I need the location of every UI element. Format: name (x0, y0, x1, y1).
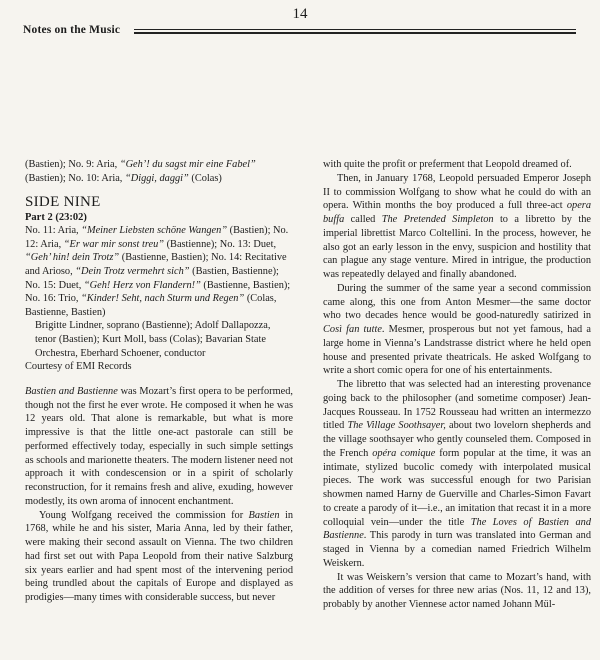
left-column (25, 158, 293, 605)
track-list-continuation: (Bastien); No. 9: Aria, “Geh’! du sagst mir eine Fabel” (Bastien); No. 10: Aria, “Diggi, daggi” (Colas) (25, 159, 256, 184)
body-paragraph: It was Weiskern’s version that came to Mozart’s hand, with the addition of verses for three new arias (Nos. 11, 12 and 13), probably by another Viennese actor named Johann Mül- (323, 571, 591, 610)
side-heading: SIDE NINE (25, 193, 101, 210)
body-paragraph: with quite the profit or preferment that Leopold dreamed of. (323, 159, 572, 170)
body-paragraph: The libretto that was selected had an interesting provenance going back to the philosopher (and sometime composer) Jean-Jacques Rousseau. In 1752 Rousseau had written an intermezzo titled The Village Soothsayer, about two lovelorn shepherds and the village soothsayer who gently counseled them. Composed in the French opéra comique form popular at the time, it was an intimate, stylized bucolic comedy with interpolated musical pieces. The work was successful enough for two Parisian showmen named Harny de Guerville and Charles-Simon Favart to create a parody of it—i.e., an imitation that recast it in a more colloquial vein—under the title The Loves of Bastien and Bastienne. This parody in turn was translated into German and staged in Vienna by a comedian named Friedrich Wilhelm Weiskern. (323, 379, 591, 569)
running-header-title: Notes on the Music (23, 24, 121, 36)
performers-credit: Brigitte Lindner, soprano (Bastienne); Adolf Dallapozza, tenor (Bastien); Kurt Moll, bass (Colas); Bavarian State Orchestra, Eberhard Schoener, conductor (35, 320, 271, 359)
body-paragraph: Young Wolfgang received the commission for Bastien in 1768, while he and his sister, Maria Anna, led by their father, were making their second assault on Vienna. The two children had first set out with Papa Leopold from their native Salzburg six years earlier and had spent most of the intervening period being trundled about the capitals of Europe and displayed as prodigies—many times with considerable success, but never (25, 509, 293, 604)
part-heading: Part 2 (23:02) (25, 211, 87, 223)
page-number: 14 (292, 6, 308, 22)
track-list: No. 11: Aria, “Meiner Liebsten schöne Wangen” (Bastien); No. 12: Aria, “Er war mir sonst treu” (Bastienne); No. 13: Duet, “Geh’ hin! dein Trotz” (Bastienne, Bastien); No. 14: Recitative and Arioso, “Dein Trotz vermehrt sich” (Bastien, Bastienne); No. 15: Duet, “Geh! Herz von Flandern!” (Bastienne, Bastien); No. 16: Trio, “Kinder! Seht, nach Sturm und Regen” (Colas, Bastienne, Bastien) (25, 225, 291, 318)
body-paragraph: Then, in January 1768, Leopold persuaded Emperor Joseph II to commission Wolfgang to show what he could do with an opera. Within months the boy produced a full three-act opera buffa called The Pretended Simpleton to a libretto by the imperial librettist Marco Coltellini. In the process, however, he also got an early lesson in the envy, suspicion and hostility that can plague any stage venture. Mired in intrigue, the production was repeatedly delayed and finally abandoned. (323, 172, 591, 280)
body-paragraph: During the summer of the same year a second commission came along, this one from Anton Mesmer—the same doctor who two decades hence would be good-naturedly satirized in Così fan tutte. Mesmer, prosperous but not yet famous, had a large home in Vienna’s Landstrasse district where he held open house and presented private theatricals. He asked Wolfgang to write a short comic opera for one of his entertainments. (323, 282, 591, 377)
right-column (323, 158, 591, 612)
courtesy-credit: Courtesy of EMI Records (25, 361, 132, 373)
header-rule (134, 29, 576, 34)
body-paragraph: Bastien and Bastienne was Mozart’s first opera to be performed, though not the first he ever wrote. He composed it when he was 12 years old. That alone is remarkable, but what is more impressive is that the little one-act pastorale can still be performed effectively today, especially in such simple settings as schools and marionette theaters. The modern listener need not approach it with condescension or in a spirit of scholarly reconstruction, for it remains fresh and alive, exuding, however modestly, its own aroma of innocent enchantment. (25, 385, 293, 507)
